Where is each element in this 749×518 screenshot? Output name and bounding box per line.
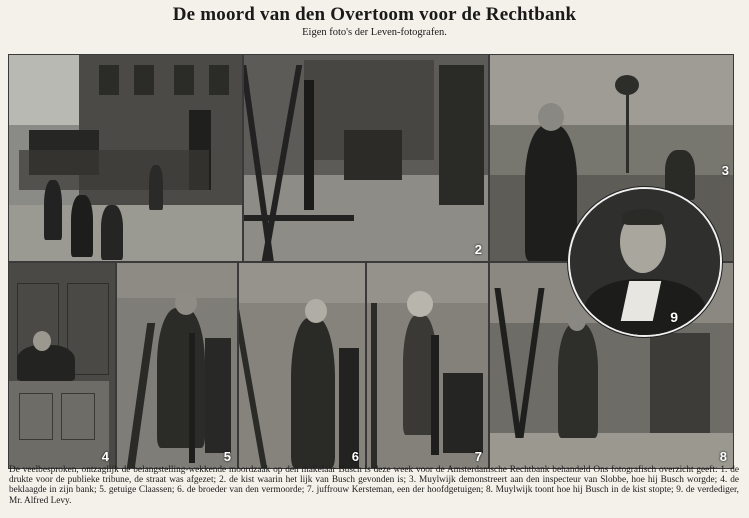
photo-number: 4 xyxy=(101,449,109,464)
photo-1-street-crowd xyxy=(8,54,243,262)
photo-number: 3 xyxy=(721,163,729,178)
photo-9-defender xyxy=(568,187,722,337)
photo-number: 9 xyxy=(670,309,678,325)
page-title: De moord van den Overtoom voor de Rechtbank xyxy=(172,4,577,25)
photo-7-kersteman xyxy=(366,262,489,469)
photo-4-accused xyxy=(8,262,116,469)
photo-number: 8 xyxy=(719,449,727,464)
caption-text: De veelbesproken, ontzaglijk de belangstelling-wekkende moordzaak op den makelaar Busch is deze week voor de Amsterdamsche Rechtbank behandeld Ons fotografisch overzicht geeft: 1. de drukte voor de publieke tribune, de straat was afgezet; 2. de kist waarin het lijk van Busch gevonden is; 3. Muylwijk demonstreert aan den inspecteur van Slobbe, hoe hij Busch worgde; 4. de beklaagde in zijn bank; 5. getuige Claassen; 6. de broeder van den vermoorde; 7. juffrouw Kersteman, een der hoofdgetuigen; 8. Muylwijk toont hoe hij Busch in de kist stopte; 9. de verdediger, Mr. Alfred Levy. xyxy=(9,465,739,506)
photo-number: 2 xyxy=(474,242,482,257)
photo-6-brother xyxy=(238,262,366,469)
photo-number: 6 xyxy=(351,449,359,464)
photo-2-chest xyxy=(243,54,489,262)
photo-number: 7 xyxy=(474,449,482,464)
photo-5-witness-claassen xyxy=(116,262,238,469)
photo-number: 5 xyxy=(223,449,231,464)
page-subtitle: Eigen foto's der Leven-fotografen. xyxy=(302,27,447,38)
